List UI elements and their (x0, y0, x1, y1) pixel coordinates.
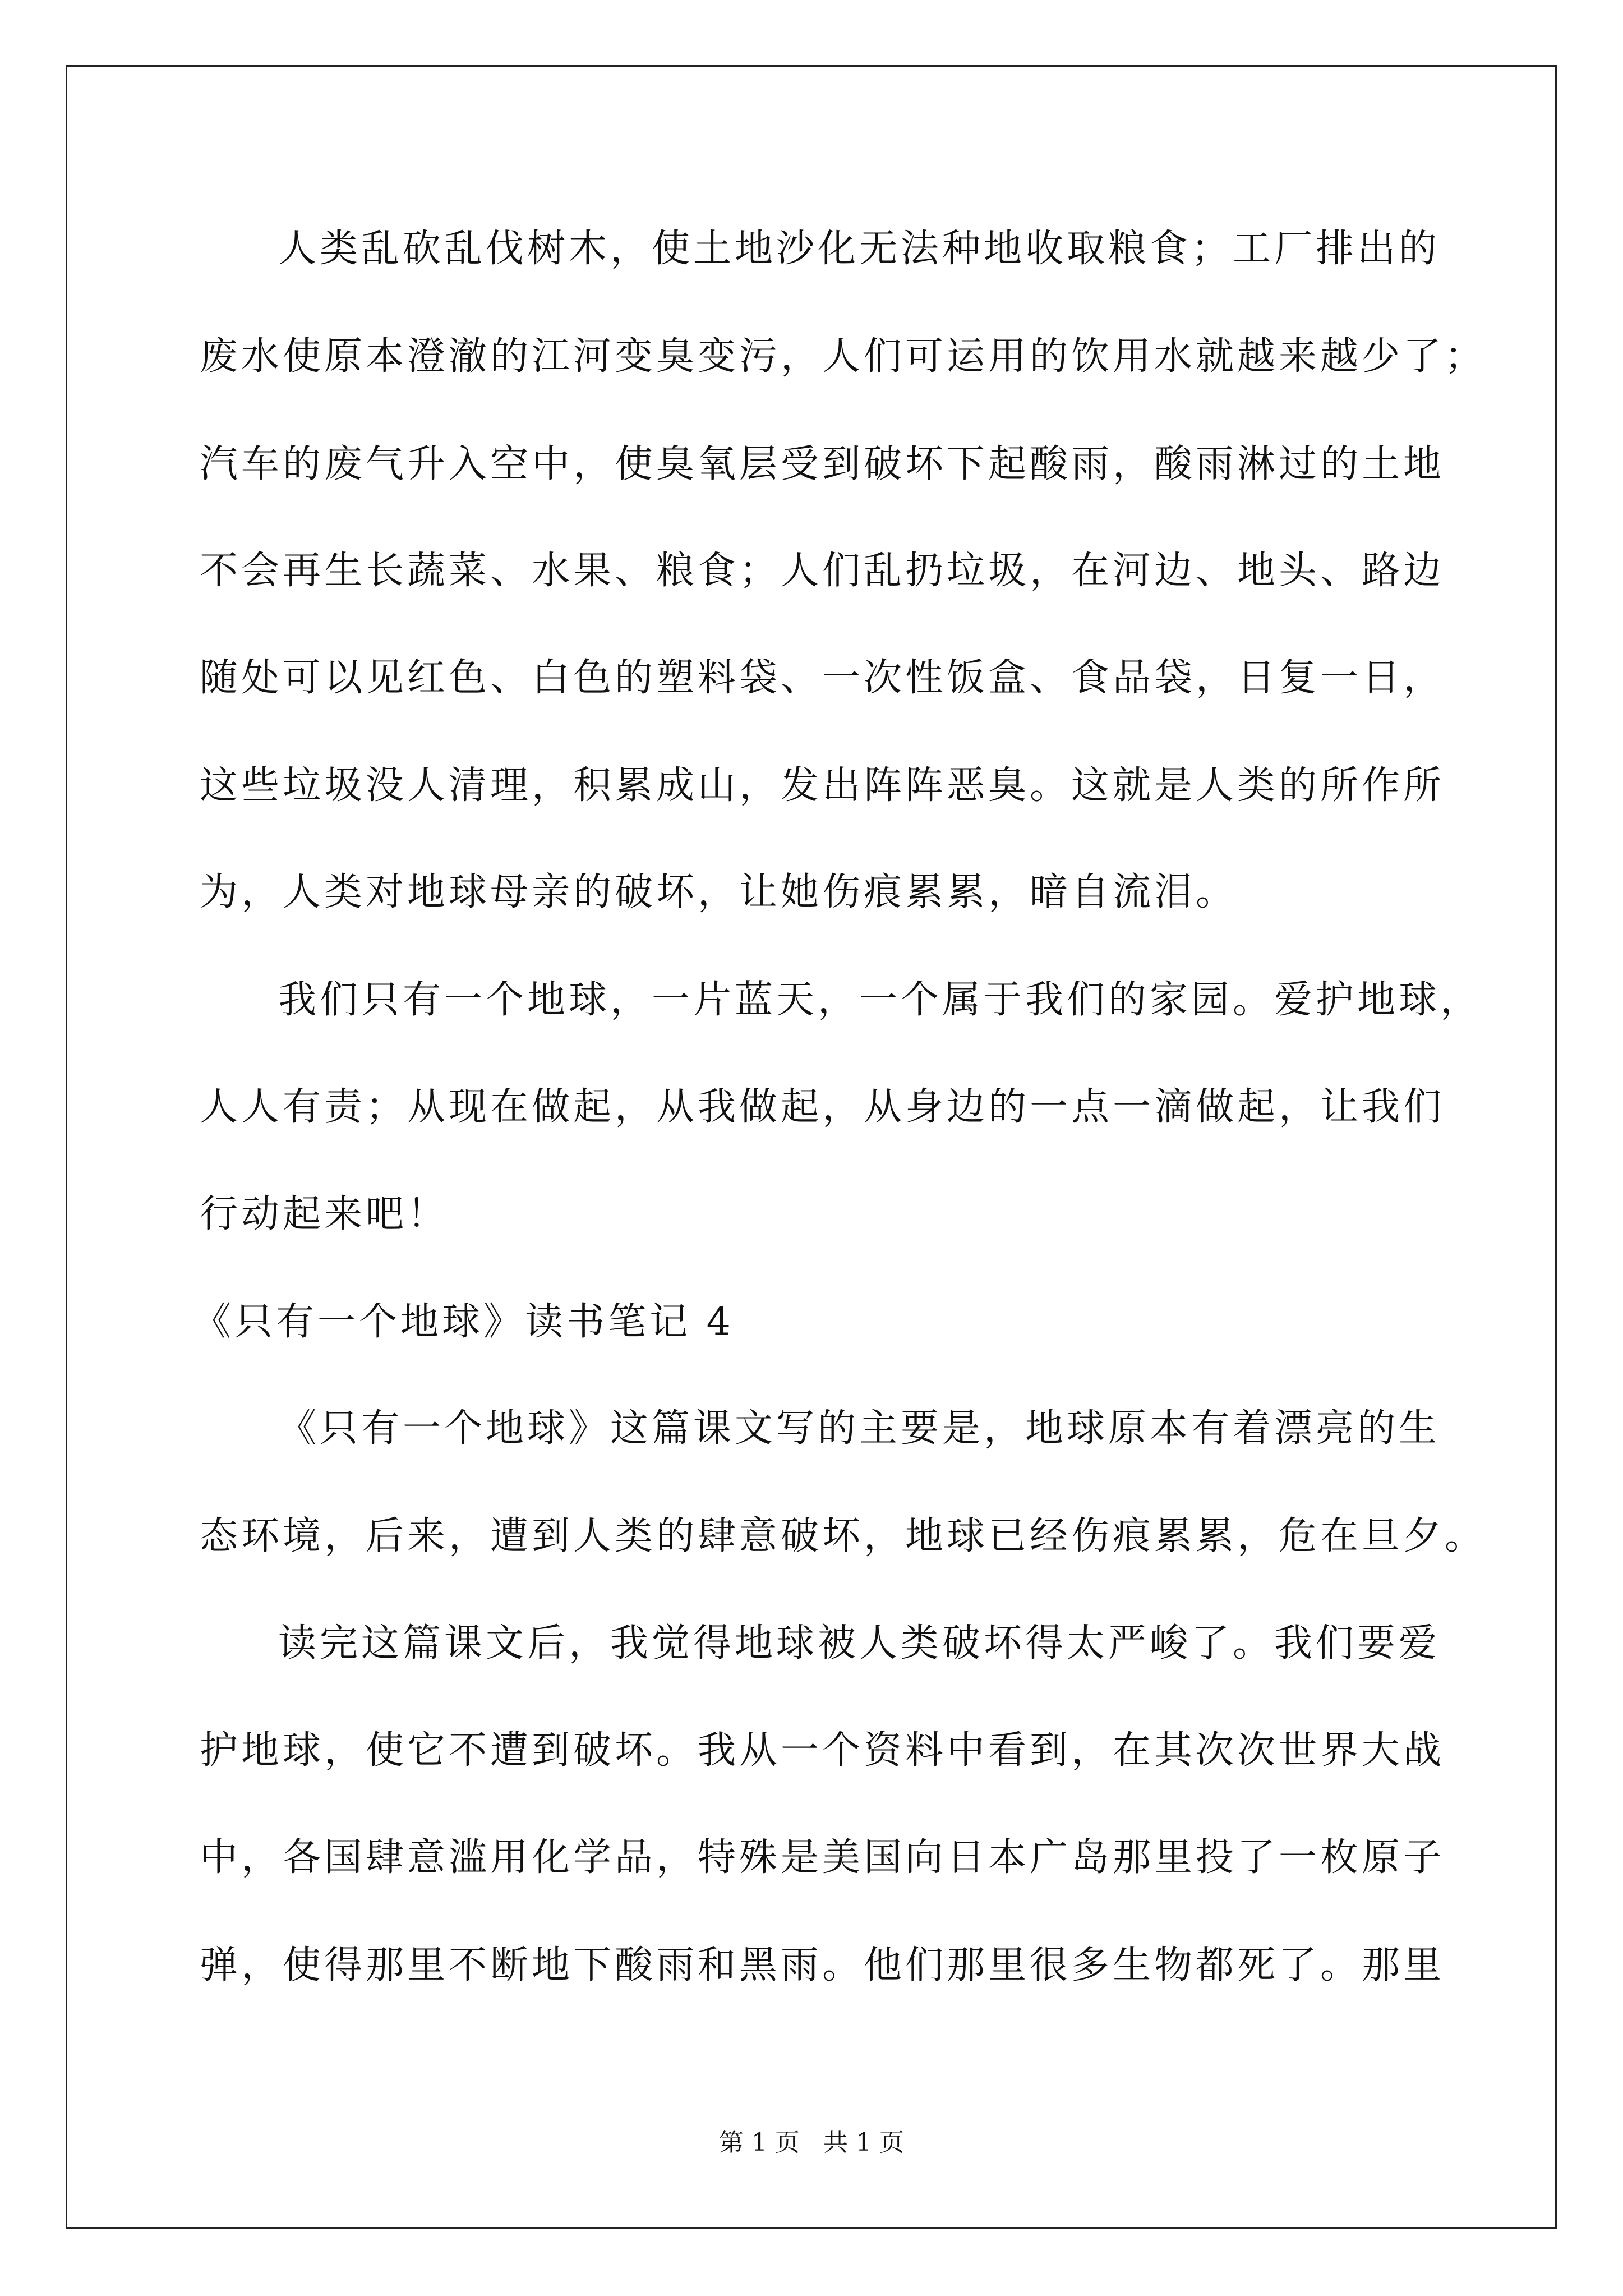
paragraph-line: 弹，使得那里不断地下酸雨和黑雨。他们那里很多生物都死了。那里 (200, 1943, 1445, 1987)
paragraph-line: 读完这篇课文后，我觉得地球被人类破坏得太严峻了。我们要爱 (278, 1621, 1441, 1665)
paragraph-line: 汽车的废气升入空中，使臭氧层受到破坏下起酸雨，酸雨淋过的土地 (200, 442, 1445, 486)
paragraph-line: 废水使原本澄澈的江河变臭变污，人们可运用的饮用水就越来越少了； (200, 334, 1487, 379)
paragraph-line: 人人有责；从现在做起，从我做起，从身边的一点一滴做起，让我们 (200, 1085, 1445, 1129)
page-footer: 第 1 页 共 1 页 (719, 2128, 904, 2157)
paragraph-line: 态环境，后来，遭到人类的肆意破坏，地球已经伤痕累累，危在旦夕。 (200, 1514, 1487, 1558)
paragraph-line: 我们只有一个地球，一片蓝天，一个属于我们的家园。爱护地球， (278, 978, 1482, 1022)
paragraph-line: 护地球，使它不遭到破坏。我从一个资料中看到，在其次次世界大战 (200, 1728, 1445, 1773)
paragraph-line: 中，各国肆意滥用化学品，特殊是美国向日本广岛那里投了一枚原子 (200, 1835, 1445, 1880)
paragraph-line: 这些垃圾没人清理，积累成山，发出阵阵恶臭。这就是人类的所作所 (200, 763, 1445, 808)
paragraph-line: 随处可以见红色、白色的塑料袋、一次性饭盒、食品袋，日复一日， (200, 656, 1445, 700)
page-border (66, 65, 1557, 2229)
paragraph-line: 为，人类对地球母亲的破坏，让她伤痕累累，暗自流泪。 (200, 870, 1238, 914)
paragraph-line: 不会再生长蔬菜、水果、粮食；人们乱扔垃圾，在河边、地头、路边 (200, 549, 1445, 593)
paragraph-line: 行动起来吧！ (200, 1192, 449, 1236)
paragraph-line: 《只有一个地球》这篇课文写的主要是，地球原本有着漂亮的生 (278, 1406, 1441, 1451)
paragraph-line: 人类乱砍乱伐树木，使土地沙化无法种地收取粮食；工厂排出的 (278, 227, 1441, 271)
section-heading: 《只有一个地球》读书笔记 4 (193, 1300, 734, 1344)
